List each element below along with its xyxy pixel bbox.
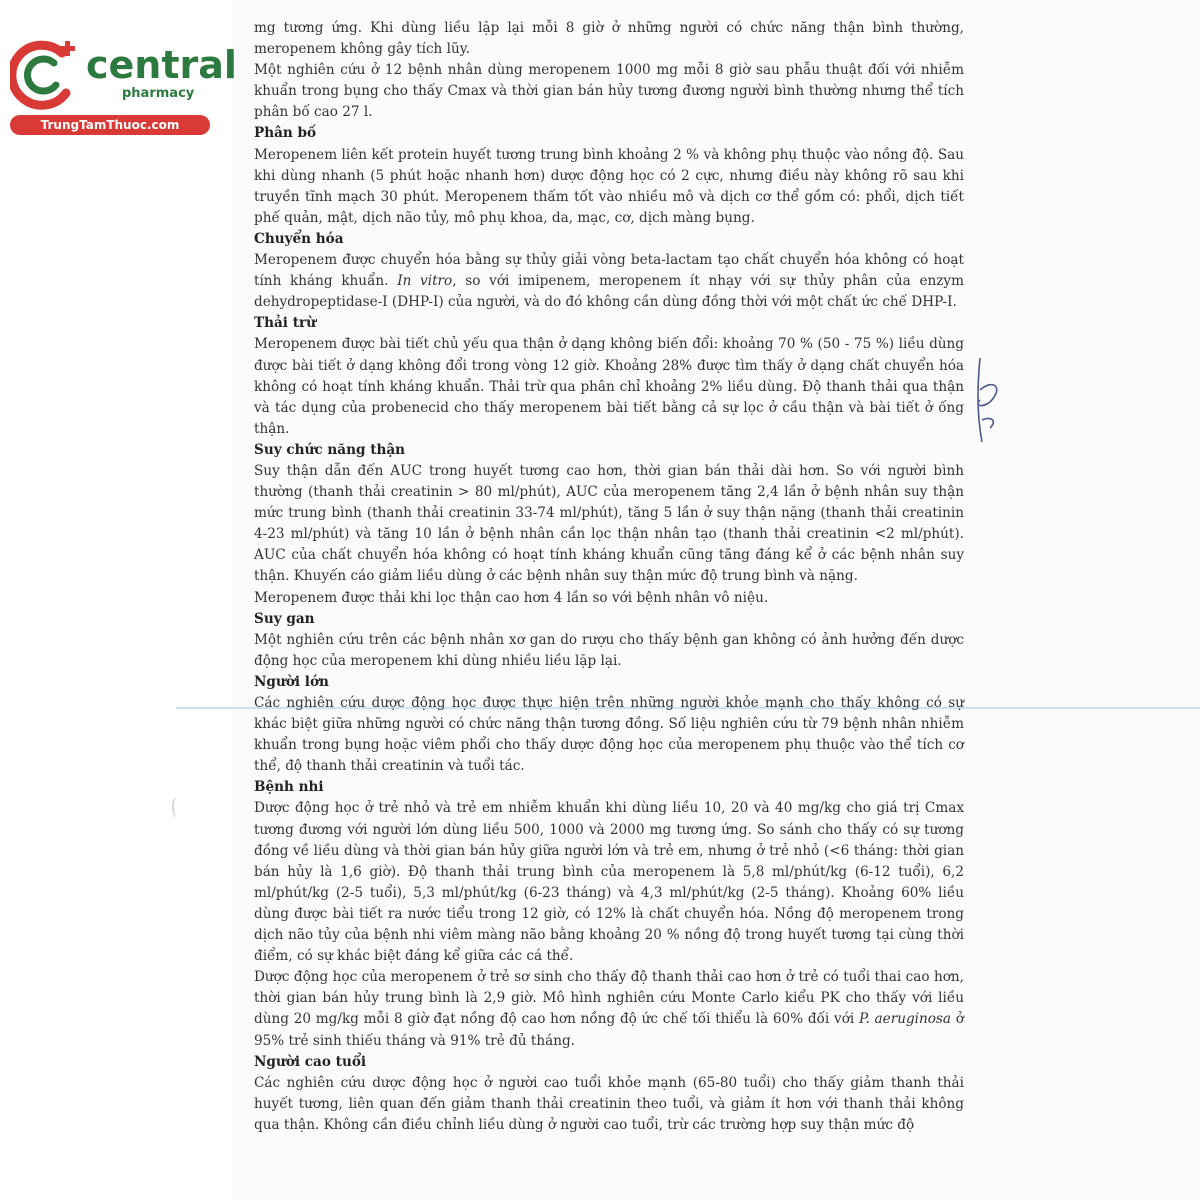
text: Dược động học của meropenem ở trẻ sơ sinh cho thấy độ thanh thải cao hơn ở trẻ có tuổi thai cao hơn, thời gian bán hủy trung bình là 2,9 giờ. Mô hình nghiên cứu Monte Carlo kiểu PK cho thấy với liều dùng 20 mg/kg mỗi 8 giờ đạt nồng độ cao hơn nồng độ ức chế tối thiểu là 60% đối với [254, 969, 964, 1028]
paragraph: Meropenem được thải khi lọc thận cao hơn 4 lần so với bệnh nhân vô niệu. [254, 589, 769, 606]
paragraph [254, 250, 964, 313]
document-body [254, 18, 964, 1136]
paragraph [254, 967, 964, 1051]
paragraph: Các nghiên cứu dược động học được thực hiện trên những người khỏe mạnh cho thấy không có sự khác biệt giữa những người có chức năng thận tương đồng. Số liệu nghiên cứu từ 79 bệnh nhân nhiễm khuẩn trong bụng hoặc viêm phổi cho thấy dược động học của meropenem phụ thuộc vào thể tích cơ thể, độ thanh thải creatinin và tuổi tác. [254, 695, 964, 775]
heading-phan-bo: Phân bố [254, 125, 317, 142]
heading-thai-tru: Thải trừ [254, 315, 317, 332]
heading-chuyen-hoa: Chuyển hóa [254, 230, 344, 247]
paragraph: Một nghiên cứu trên các bệnh nhân xơ gan do rượu cho thấy bệnh gan không có ảnh hưởng đến dược động học của meropenem khi dùng nhiều liều lặp lại. [254, 631, 964, 669]
heading-nguoi-cao-tuoi: Người cao tuổi [254, 1053, 367, 1070]
text: , so với imipenem, meropenem ít nhạy với sự thủy phân của enzym dehydropeptidase-I (DHP-I) của người, và do đó không cần dùng đồng thời với một chất ức chế DHP-I. [254, 273, 965, 311]
paragraph: Suy thận dẫn đến AUC trong huyết tương cao hơn, thời gian bán thải dài hơn. So với người bình thường (thanh thải creatinin > 80 ml/phút), AUC của meropenem tăng 2,4 lần ở bệnh nhân suy thận mức trung bình (thanh thải creatinin 33-74 ml/phút), tăng 5 lần ở suy thận nặng (thanh thải creatinin 4-23 ml/phút) và tăng 10 lần ở bệnh nhân cần lọc thận nhân tạo (thanh thải creatinin <2 ml/phút). AUC của chất chuyển hóa không có hoạt tính kháng khuẩn cũng tăng đáng kể ở các bệnh nhân suy thận. Khuyến cáo giảm liều dùng ở các bệnh nhân suy thận mức độ trung bình và nặng. [254, 462, 964, 585]
signature-mark [960, 350, 1010, 450]
heading-suy-gan: Suy gan [254, 610, 315, 627]
central-pharmacy-logo[interactable] [10, 35, 237, 135]
logo-c-icon [10, 35, 90, 115]
paragraph: mg tương ứng. Khi dùng liều lặp lại mỗi 8 giờ ở những người có chức năng thận bình thường, meropenem không gây tích lũy. [254, 20, 964, 58]
text: ở 95% trẻ sinh thiếu tháng và 91% trẻ đủ tháng. [254, 1011, 964, 1049]
heading-nguoi-lon: Người lớn [254, 673, 329, 690]
brand-name: central [86, 43, 237, 87]
text: Meropenem được chuyển hóa bằng sự thủy giải vòng beta-lactam tạo chất chuyển hóa không có hoạt tính kháng khuẩn. [254, 252, 964, 290]
binding-mark [172, 796, 184, 818]
brand-sub: pharmacy [122, 86, 195, 101]
heading-suy-than: Suy chức năng thận [254, 441, 406, 458]
paragraph: Dược động học ở trẻ nhỏ và trẻ em nhiễm khuẩn khi dùng liều 10, 20 và 40 mg/kg cho giá trị Cmax tương đương với người lớn dùng liều 500, 1000 và 2000 mg tương ứng. So sánh cho thấy có sự tương đồng về liều dùng và thời gian bán hủy giữa người lớn và trẻ em, nhưng ở trẻ nhỏ (<6 tháng: thời gian bán hủy là 1,6 giờ). Độ thanh thải trung bình của meropenem là 5,8 ml/phút/kg (6-12 tuổi), 6,2 ml/phút/kg (2-5 tuổi), 5,3 ml/phút/kg (6-23 tháng) và 4,3 ml/phút/kg (2-5 tháng). Khoảng 60% liều dùng được bài tiết ra nước tiểu trong 12 giờ, có 12% là chất chuyển hóa. Nồng độ meropenem trong dịch não tủy của bệnh nhi viêm màng não bằng khoảng 20 % nồng độ trong huyết tương tại cùng thời điểm, có sự khác biệt đáng kể giữa các cá thể. [254, 800, 964, 965]
paragraph: Meropenem được bài tiết chủ yếu qua thận ở dạng không biến đổi: khoảng 70 % (50 - 75 %) liều dùng được bài tiết ở dạng không đổi trong vòng 12 giờ. Khoảng 28% được tìm thấy ở dạng chất chuyển hóa không có hoạt tính kháng khuẩn. Thải trừ qua phân chỉ khoảng 2% liều dùng. Độ thanh thải qua thận và tác dụng của probenecid cho thấy meropenem bài tiết bằng cả sự lọc ở cầu thận và bài tiết ở ống thận. [254, 336, 964, 437]
paragraph: Một nghiên cứu ở 12 bệnh nhân dùng meropenem 1000 mg mỗi 8 giờ sau phẫu thuật đối với nhiễm khuẩn trong bụng cho thấy Cmax và thời gian bán hủy tương đương người bình thường nhưng thể tích phân bố cao 27 l. [254, 62, 964, 121]
heading-benh-nhi: Bệnh nhi [254, 779, 324, 796]
site-url[interactable]: TrungTamThuoc.com [10, 115, 210, 135]
italic-text: P. aeruginosa [859, 1011, 952, 1028]
italic-text: In vitro [397, 273, 453, 290]
paragraph: Các nghiên cứu dược động học ở người cao tuổi khỏe mạnh (65-80 tuổi) cho thấy giảm thanh thải huyết tương, liên quan đến giảm thanh thải creatinin theo tuổi, và giảm ít hơn với thanh thải không qua thận. Không cần điều chỉnh liều dùng ở người cao tuổi, trừ các trường hợp suy thận mức độ [254, 1074, 964, 1133]
paragraph: Meropenem liên kết protein huyết tương trung bình khoảng 2 % và không phụ thuộc vào nồng độ. Sau khi dùng nhanh (5 phút hoặc nhanh hơn) dược động học có 2 cực, nhưng điều này không rõ sau khi truyền tĩnh mạch 30 phút. Meropenem thấm tốt vào nhiều mô và dịch cơ thể gồm có: phổi, dịch tiết phế quản, mật, dịch não tủy, mô phụ khoa, da, mạc, cơ, dịch màng bụng. [254, 146, 964, 226]
